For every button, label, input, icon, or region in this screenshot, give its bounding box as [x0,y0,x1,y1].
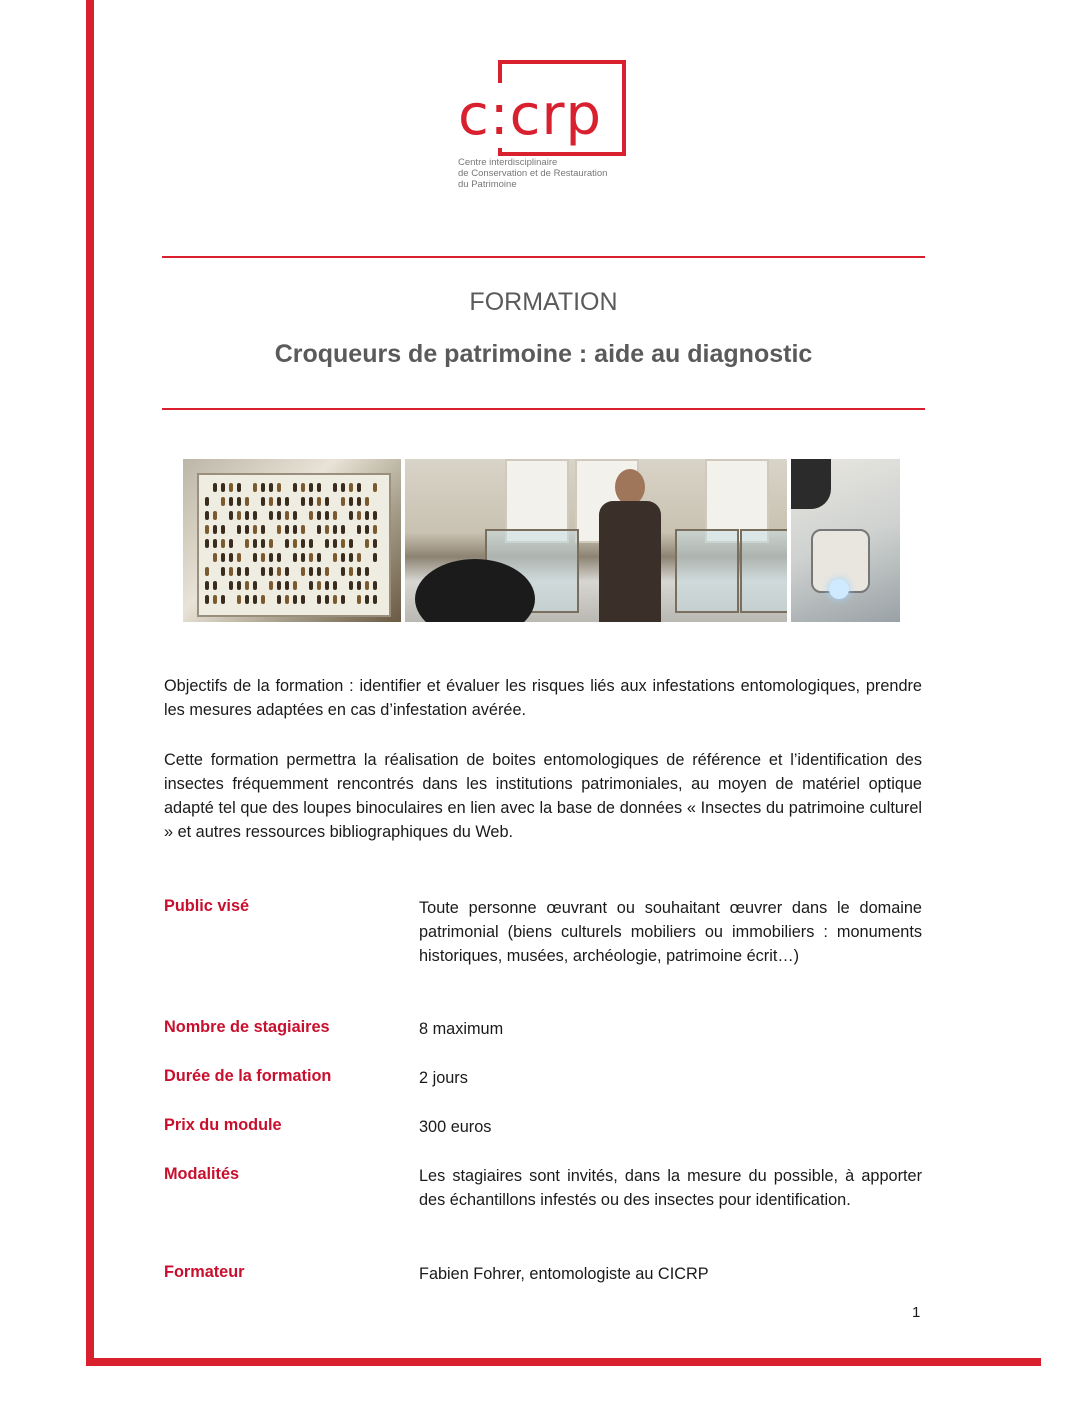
photo-trainer-presentation [405,459,787,622]
detail-label-duree: Durée de la formation [164,1067,332,1085]
page-subtitle: Croqueurs de patrimoine : aide au diagnostic [274,340,813,368]
detail-value-duree: 2 jours [419,1069,468,1087]
detail-value-prix: 300 euros [419,1118,492,1136]
page-frame-bottom [86,1358,1041,1366]
detail-value-stagiaires: 8 maximum [419,1020,504,1038]
top-rule [162,256,925,258]
detail-label-public: Public visé [164,897,250,915]
logo-wordmark: c:crp [458,83,603,148]
detail-value-modalites: Les stagiaires sont invités, dans la mesure du possible, à apporter des échantillons infestés ou des insectes pour identification. [419,1167,922,1209]
page-frame-left [86,0,94,1366]
page-number: 1 [912,1304,921,1321]
objectives-paragraph: Objectifs de la formation : identifier et évaluer les risques liés aux infestations entomologiques, prendre les mesures adaptées en cas d’infestation avérée. [164,677,922,719]
photo-microscope [791,459,900,622]
detail-label-modalites: Modalités [164,1165,240,1183]
detail-label-stagiaires: Nombre de stagiaires [164,1018,330,1036]
detail-value-public: Toute personne œuvrant ou souhaitant œuvrer dans le domaine patrimonial (biens culturels mobiliers ou immobiliers : monuments historiques, musées, archéologie, patrimoine écrit…) [419,899,922,965]
bottom-rule [162,408,925,410]
photo-insect-collection [183,459,401,622]
detail-label-formateur: Formateur [164,1263,245,1281]
description-paragraph: Cette formation permettra la réalisation de boites entomologiques de référence et l’identification des insectes fréquemment rencontrés dans les institutions patrimoniales, au moyen de matériel optique adapté tel que des loupes binoculaires en lien avec la base de données « Insectes du patrimoine culturel » et autres ressources bibliographiques du Web. [164,751,922,841]
logo-subtitle: Centre interdisciplinaire de Conservation et de Restauration du Patrimoine [458,157,608,190]
page-title: FORMATION [469,288,618,316]
detail-label-prix: Prix du module [164,1116,282,1134]
cicrp-logo [456,60,631,190]
detail-value-formateur: Fabien Fohrer, entomologiste au CICRP [419,1265,709,1283]
